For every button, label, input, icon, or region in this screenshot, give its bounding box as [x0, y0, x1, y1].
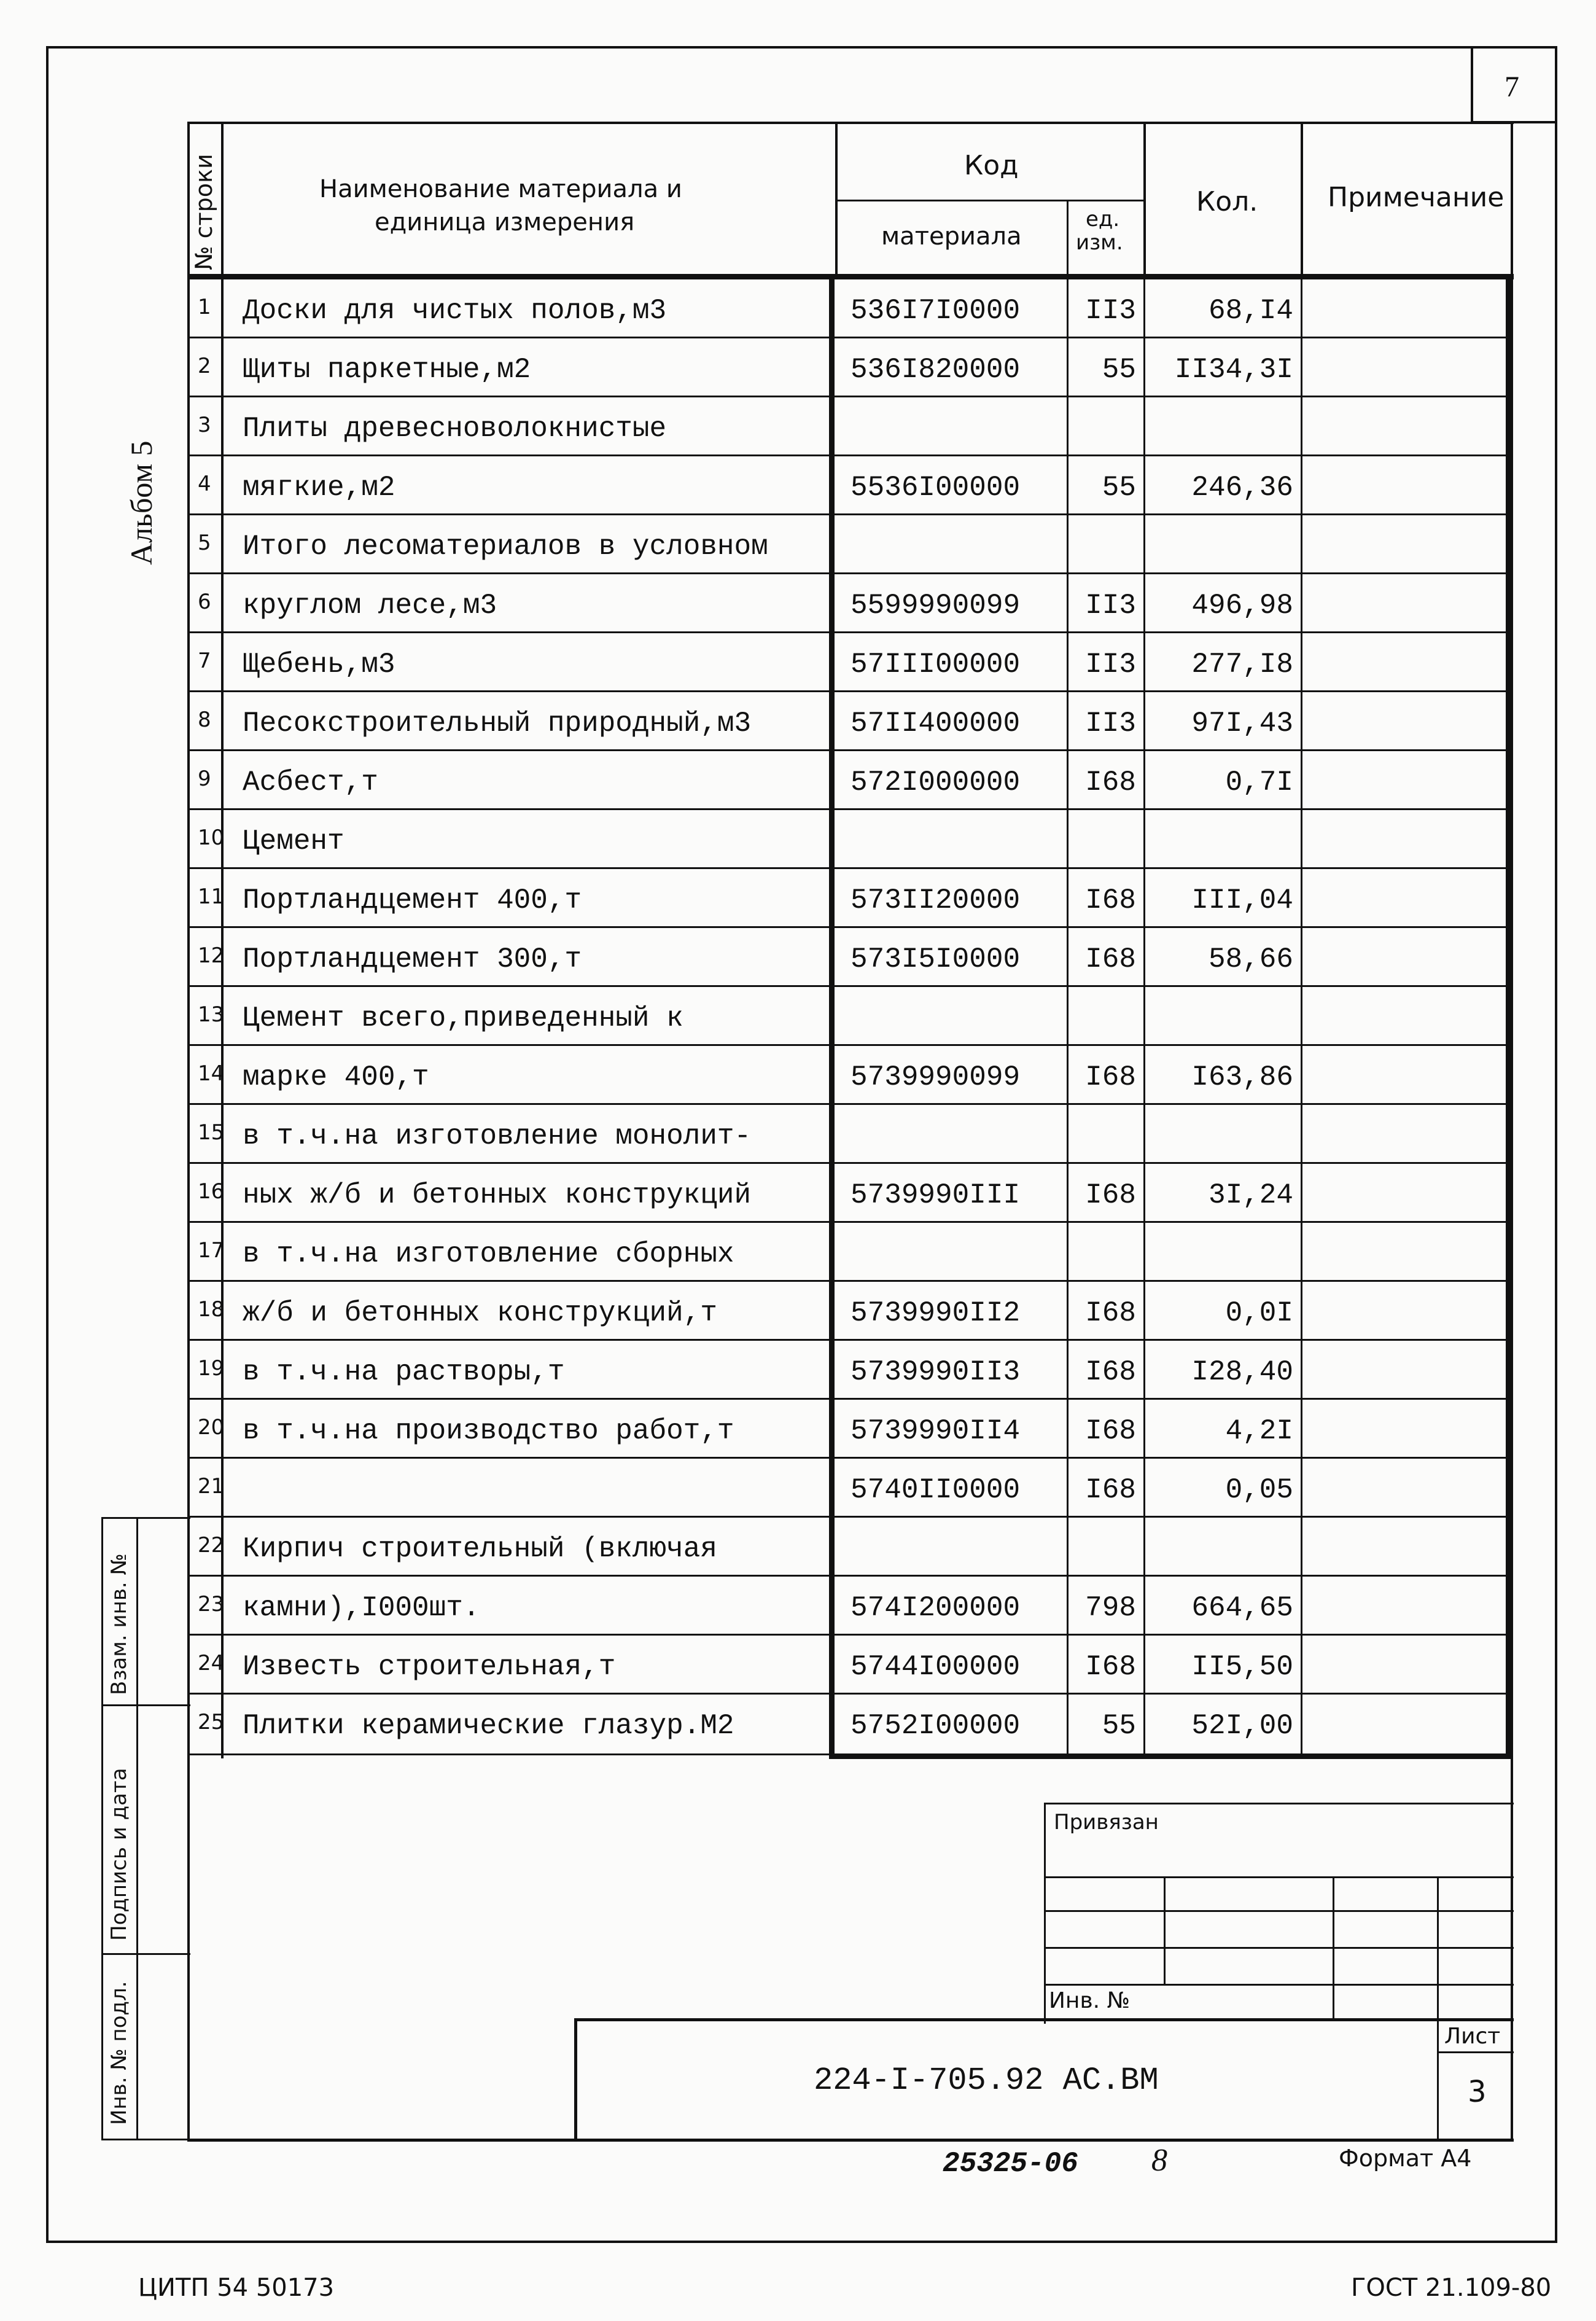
row-number: 24	[198, 1651, 225, 1675]
material-name: Цемент всего,приведенный к	[243, 1002, 683, 1034]
unit-code: II3	[1085, 649, 1136, 681]
material-code-header: материала	[881, 222, 1022, 251]
material-name: в т.ч.на изготовление монолит-	[243, 1120, 752, 1152]
quantity: 0,7I	[1225, 767, 1293, 798]
unit-code: 798	[1085, 1592, 1136, 1624]
privyazan-label: Привязан	[1054, 1810, 1159, 1835]
row-number: 6	[198, 590, 211, 614]
row-number: 25	[198, 1710, 225, 1734]
row-number: 15	[198, 1120, 225, 1145]
material-name: Известь строительная,т	[243, 1651, 616, 1683]
material-code: 573I5I0000	[851, 943, 1021, 975]
material-name: Щиты паркетные,м2	[243, 354, 531, 386]
material-name: Портландцемент 300,т	[243, 943, 582, 975]
material-code: 573II20000	[851, 884, 1021, 916]
unit-code: I68	[1085, 1356, 1136, 1388]
material-code: 5744I00000	[851, 1651, 1021, 1683]
material-code: 5739990II4	[851, 1415, 1021, 1447]
quantity: 277,I8	[1191, 649, 1293, 681]
quantity: 97I,43	[1191, 708, 1293, 739]
row-number: 11	[198, 884, 225, 909]
row-number: 19	[198, 1356, 225, 1381]
material-code: 57II400000	[851, 708, 1021, 739]
row-number: 18	[198, 1297, 225, 1322]
unit-code: I68	[1085, 943, 1136, 975]
material-name: Песокстроительный природный,м3	[243, 708, 752, 739]
unit-code: I68	[1085, 1061, 1136, 1093]
unit-code: I68	[1085, 884, 1136, 916]
material-code: 536I820000	[851, 354, 1021, 386]
name-header-line2: единица измерения	[375, 208, 635, 236]
material-name: Плиты древесноволокнистые	[243, 413, 667, 445]
format-label: Формат А4	[1339, 2145, 1472, 2172]
row-number: 10	[198, 825, 225, 850]
row-number: 13	[198, 1002, 225, 1027]
quantity: III,04	[1191, 884, 1293, 916]
material-name: мягкие,м2	[243, 472, 395, 504]
material-name: камни),I000шт.	[243, 1592, 480, 1624]
sheet-value: 3	[1468, 2075, 1487, 2109]
unit-code: 55	[1102, 1710, 1136, 1742]
unit-code: II3	[1085, 708, 1136, 739]
material-code: 5739990III	[851, 1179, 1021, 1211]
material-name: круглом лесе,м3	[243, 590, 497, 622]
material-code: 5752I00000	[851, 1710, 1021, 1742]
quantity: 52I,00	[1191, 1710, 1293, 1742]
material-name: в т.ч.на изготовление сборных	[243, 1238, 734, 1270]
quantity: 246,36	[1191, 472, 1293, 504]
quantity: 0,05	[1225, 1474, 1293, 1506]
row-number: 9	[198, 767, 211, 791]
album-label: Альбом 5	[124, 440, 158, 565]
material-code: 5740II0000	[851, 1474, 1021, 1506]
row-number: 3	[198, 413, 211, 437]
row-number: 20	[198, 1415, 225, 1440]
sheet-label: Лист	[1444, 2024, 1501, 2049]
row-number: 22	[198, 1533, 225, 1558]
quantity: 58,66	[1208, 943, 1293, 975]
material-name: марке 400,т	[243, 1061, 429, 1093]
unit-header-line2: изм.	[1076, 230, 1123, 255]
unit-code: 55	[1102, 472, 1136, 504]
row-number: 2	[198, 354, 211, 378]
row-number: 23	[198, 1592, 225, 1617]
material-name: Асбест,т	[243, 767, 378, 798]
inv-number-label: Инв. №	[1049, 1988, 1131, 2013]
unit-header-line1: ед.	[1086, 207, 1120, 232]
row-number: 21	[198, 1474, 225, 1499]
document-code: 224-I-705.92 АС.ВМ	[814, 2062, 1159, 2099]
handwritten-number: 25325-06	[943, 2148, 1078, 2180]
unit-code: 55	[1102, 354, 1136, 386]
row-number: 7	[198, 649, 211, 673]
footer-left: ЦИТП 54 50173	[138, 2274, 335, 2302]
material-name: Итого лесоматериалов в условном	[243, 531, 768, 563]
signature-date-label: Подпись и дата	[107, 1768, 131, 1941]
material-name: Доски для чистых полов,м3	[243, 295, 667, 327]
unit-code: I68	[1085, 1415, 1136, 1447]
unit-code: I68	[1085, 1651, 1136, 1683]
unit-code: I68	[1085, 1179, 1136, 1211]
material-name: Цемент	[243, 825, 345, 857]
quantity: 3I,24	[1208, 1179, 1293, 1211]
row-number: 14	[198, 1061, 225, 1086]
quantity: 4,2I	[1225, 1415, 1293, 1447]
row-number: 8	[198, 708, 211, 732]
material-code: 5599990099	[851, 590, 1021, 622]
row-number: 4	[198, 472, 211, 496]
material-name: в т.ч.на производство работ,т	[243, 1415, 734, 1447]
row-number: 12	[198, 943, 225, 968]
material-name: в т.ч.на растворы,т	[243, 1356, 565, 1388]
footer-right: ГОСТ 21.109-80	[1351, 2274, 1552, 2302]
quantity: II34,3I	[1174, 354, 1293, 386]
quantity: I28,40	[1191, 1356, 1293, 1388]
copy-sheet-number: 8	[1151, 2143, 1167, 2178]
unit-code: II3	[1085, 590, 1136, 622]
code-header: Код	[964, 150, 1019, 181]
vzam-inv-label: Взам. инв. №	[107, 1553, 131, 1695]
material-name: Плитки керамические глазур.М2	[243, 1710, 734, 1742]
material-code: 574I200000	[851, 1592, 1021, 1624]
material-name: Кирпич строительный (включая	[243, 1533, 717, 1565]
quantity: 68,I4	[1208, 295, 1293, 327]
unit-code: II3	[1085, 295, 1136, 327]
name-header-line1: Наименование материала и	[319, 175, 682, 203]
quantity: 664,65	[1191, 1592, 1293, 1624]
material-code: 572I000000	[851, 767, 1021, 798]
material-name: ных ж/б и бетонных конструкций	[243, 1179, 752, 1211]
material-name: ж/б и бетонных конструкций,т	[243, 1297, 717, 1329]
row-number: 17	[198, 1238, 225, 1263]
unit-code: I68	[1085, 767, 1136, 798]
material-code: 536I7I0000	[851, 295, 1021, 327]
row-number-header: № строки	[190, 154, 217, 270]
row-number: 16	[198, 1179, 225, 1204]
quantity-header: Кол.	[1196, 186, 1258, 217]
unit-code: I68	[1085, 1474, 1136, 1506]
quantity: 0,0I	[1225, 1297, 1293, 1329]
material-name: Портландцемент 400,т	[243, 884, 582, 916]
note-header: Примечание	[1328, 182, 1505, 213]
quantity: 496,98	[1191, 590, 1293, 622]
page-number: 7	[1505, 71, 1519, 103]
row-number: 1	[198, 295, 211, 319]
material-name: Щебень,м3	[243, 649, 395, 681]
material-code: 5739990II2	[851, 1297, 1021, 1329]
row-number: 5	[198, 531, 211, 555]
inv-podl-label: Инв. № подл.	[107, 1981, 131, 2125]
quantity: I63,86	[1191, 1061, 1293, 1093]
material-code: 5536I00000	[851, 472, 1021, 504]
material-code: 5739990II3	[851, 1356, 1021, 1388]
unit-code: I68	[1085, 1297, 1136, 1329]
material-code: 57III00000	[851, 649, 1021, 681]
material-code: 5739990099	[851, 1061, 1021, 1093]
quantity: II5,50	[1191, 1651, 1293, 1683]
